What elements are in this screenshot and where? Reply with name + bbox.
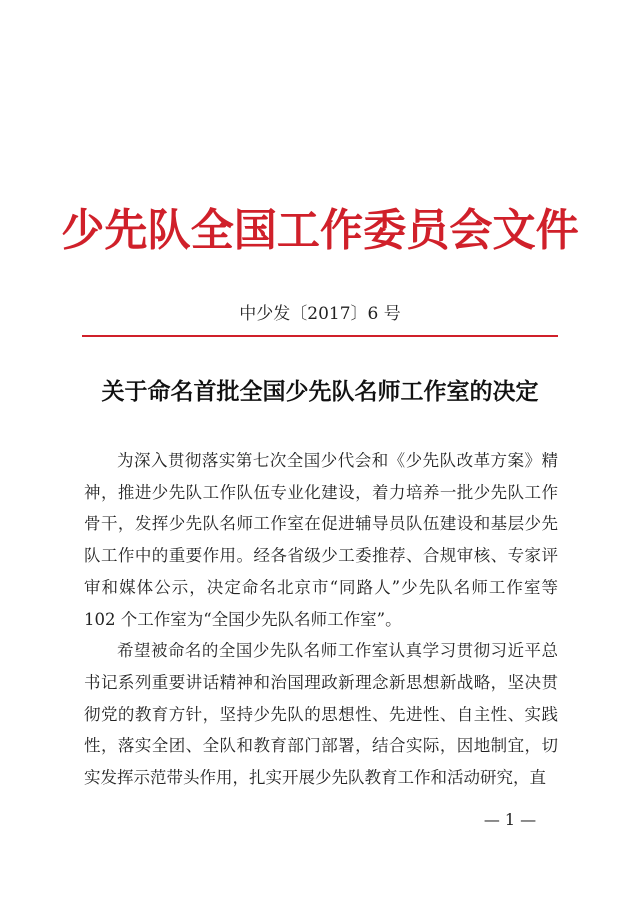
body-paragraph: 希望被命名的全国少先队名师工作室认真学习贯彻习近平总书记系列重要讲话精神和治国理政新理念新思想新战略，坚决贯彻党的教育方针，坚持少先队的思想性、先进性、自主性、实践性，落实全团、全队和教育部门部署，结合实际，因地制宜，切实发挥示范带头作用，扎实开展少先队教育工作和活动研究，直	[84, 641, 558, 788]
page-number: — 1 —	[483, 810, 537, 829]
document-number: 中少发〔2017〕6 号	[239, 304, 401, 324]
issuer-header: 少先队全国工作委员会文件	[61, 205, 579, 256]
red-divider	[82, 335, 558, 337]
document-body	[84, 445, 558, 794]
body-paragraph: 为深入贯彻落实第七次全国少代会和《少先队改革方案》精神，推进少先队工作队伍专业化建设，着力培养一批少先队工作骨干，发挥少先队名师工作室在促进辅导员队伍建设和基层少先队工作中的重要作用。经各省级少工委推荐、合规审核、专家评审和媒体公示，决定命名北京市“同路人”少先队名师工作室等 102 个工作室为“全国少先队名师工作室”。	[84, 451, 558, 629]
document-title: 关于命名首批全国少先队名师工作室的决定	[101, 378, 539, 405]
